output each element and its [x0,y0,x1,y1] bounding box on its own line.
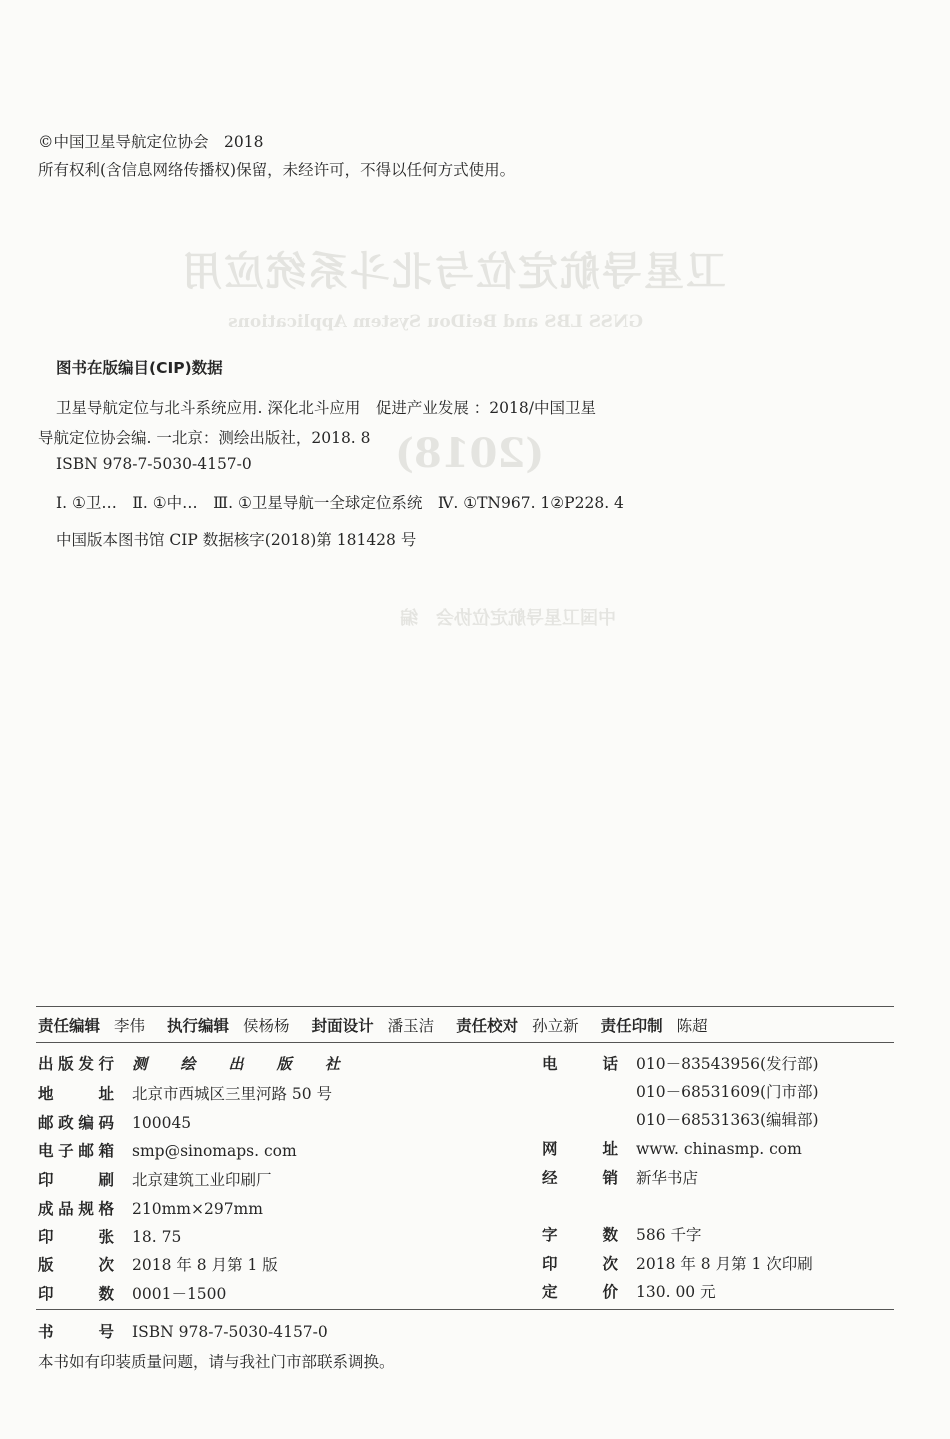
info-row-website: 网址 www. chinasmp. com [542,1140,802,1158]
info-row-printer: 印刷 北京建筑工业印刷厂 [38,1171,272,1189]
cip-description-line1: 卫星导航定位与北斗系统应用. 深化北斗应用 促进产业发展 ：2018/中国卫星 [56,399,596,417]
info-row-edition: 版次 2018 年 8 月第 1 版 [38,1256,278,1274]
info-row-price: 定价 130. 00 元 [542,1283,716,1301]
info-row-phone: 电话 010－83543956(发行部) [542,1052,819,1074]
info-row-sheets: 印张 18. 75 [38,1228,182,1246]
phone-number: 010－68531609(门市部) [636,1083,819,1101]
bottom-rule [36,1309,894,1310]
quality-notice: 本书如有印装质量问题，请与我社门市部联系调换。 [38,1353,395,1371]
credit-item [38,1014,145,1036]
cip-title: 图书在版编目(CIP)数据 [56,359,223,377]
credits-rule [36,1042,894,1043]
rights-reserved-line: 所有权利(含信息网络传播权)保留，未经许可，不得以任何方式使用。 [38,161,516,179]
credits-row [38,1014,894,1036]
credit-item [312,1014,435,1036]
info-row-print-run: 印数 0001－1500 [38,1285,227,1303]
credit-item [456,1014,579,1036]
credit-value: 侯杨杨 [243,1017,290,1035]
info-row-postcode: 邮政编码 100045 [38,1114,192,1132]
credit-label: 责任校对 [456,1017,519,1035]
credit-value: 潘玉洁 [387,1017,435,1035]
cip-description-line2: 导航定位协会编. 一北京：测绘出版社，2018. 8 [38,429,371,447]
bleed-through-title: 卫星导航定位与北斗系统应用 [180,248,726,295]
info-row-distributor: 经销 新华书店 [542,1169,699,1187]
cip-isbn: ISBN 978-7-5030-4157-0 [56,455,252,473]
credit-label: 责任编辑 [38,1017,101,1035]
copyright-block [38,128,515,184]
bleed-through-subtitle: GNSS LBS and BeiDou System Applications [228,312,643,332]
bleed-through-publisher: 中国卫星导航定位协会 编 [400,608,616,629]
cip-record-number: 中国版本图书馆 CIP 数据核字(2018)第 181428 号 [56,531,417,549]
credit-label: 责任印制 [600,1017,663,1035]
credit-value: 李伟 [114,1017,146,1035]
info-row-address: 地址 北京市西城区三里河路 50 号 [38,1085,333,1103]
info-row-publisher: 出版发行 测 绘 出 版 社 [38,1055,354,1073]
phone-number: 010－68531363(编辑部) [636,1111,819,1129]
credit-item [167,1014,290,1036]
credit-value: 陈超 [676,1017,708,1035]
publisher-logotype: 测 绘 出 版 社 [132,1055,354,1073]
cip-classification: Ⅰ. ①卫… Ⅱ. ①中… Ⅲ. ①卫星导航一全球定位系统 Ⅳ. ①TN967. 1②P228. 4 [56,494,624,512]
credit-item [601,1014,708,1036]
info-row-word-count: 字数 586 千字 [542,1226,702,1244]
top-rule [36,1006,894,1007]
bleed-through-year: (2018) [395,430,545,477]
info-row-book-number: 书号 ISBN 978-7-5030-4157-0 [38,1323,328,1341]
credit-label: 执行编辑 [167,1017,230,1035]
credit-value: 孙立新 [532,1017,579,1035]
info-row-printing: 印次 2018 年 8 月第 1 次印刷 [542,1255,813,1273]
phone-number: 010－83543956(发行部) [636,1055,819,1073]
credit-label: 封面设计 [311,1017,374,1035]
info-row-email: 电子邮箱 smp@sinomaps. com [38,1142,297,1160]
copyright-line: ©中国卫星导航定位协会 2018 [38,133,264,151]
info-row-size: 成品规格 210mm×297mm [38,1200,263,1218]
